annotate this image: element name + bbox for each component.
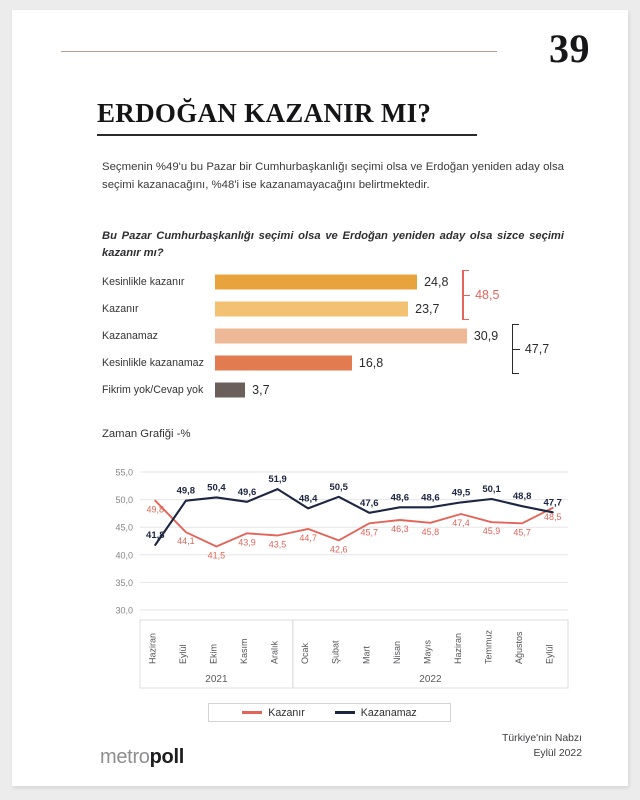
logo-text-metro: metro (100, 746, 150, 768)
bracket-tick (462, 319, 469, 320)
time-series-chart (96, 460, 576, 700)
x-axis-month-label: Nisan (391, 640, 402, 664)
report-page (12, 10, 628, 786)
x-axis-year-label: 2022 (419, 674, 442, 685)
data-point-label: 45,7 (513, 527, 531, 538)
bracket-total-label: 47,7 (524, 342, 550, 356)
x-axis-month-label: Haziran (147, 632, 158, 664)
data-point-label: 50,5 (329, 481, 348, 493)
x-axis-month-label: Şubat (330, 640, 341, 664)
bracket-tick (512, 373, 519, 374)
bracket-total-label: 48,5 (475, 288, 500, 302)
x-axis-month-label: Mayıs (422, 639, 433, 664)
bar-row (102, 322, 572, 349)
bar-category-label: Kesinlikle kazanır (102, 275, 185, 288)
bar-row (102, 295, 572, 322)
bar-fill (215, 274, 417, 289)
data-point-label: 48,6 (390, 492, 410, 504)
data-point-label: 44,7 (299, 532, 317, 543)
data-point-label: 43,9 (238, 537, 256, 548)
credit-line-2: Eylül 2022 (533, 747, 582, 759)
data-point-label: 49,8 (146, 504, 165, 515)
legend-item (335, 707, 417, 719)
title-block (97, 98, 477, 136)
data-point-label: 48,5 (543, 511, 562, 522)
data-point-label: 51,9 (268, 474, 287, 486)
page-number: 39 (549, 26, 590, 71)
y-axis-tick-label: 40,0 (115, 550, 133, 561)
survey-question: Bu Pazar Cumhurbaşkanlığı seçimi olsa ve Erdoğan yeniden aday olsa sizce seçimi kazanır mı? (102, 230, 564, 259)
bar-row (102, 349, 572, 376)
data-point-label: 50,1 (482, 484, 501, 496)
x-axis-year-label: 2021 (205, 674, 228, 685)
data-point-label: 44,1 (177, 536, 195, 547)
y-axis-tick-label: 55,0 (115, 467, 133, 478)
bar-chart (102, 268, 572, 406)
page-header (12, 10, 628, 72)
intro-paragraph: Seçmenin %49'u bu Pazar bir Cumhurbaşkanlığı seçimi olsa ve Erdoğan yeniden aday olsa seçimi kazanacağını, %48'i ise kazanamayacağını belirtmektedir. (102, 161, 564, 191)
bar-fill (215, 301, 408, 316)
data-point-label: 49,8 (176, 485, 196, 497)
metropoll-logo (100, 747, 184, 767)
bar-row (102, 268, 572, 295)
data-point-label: 45,8 (421, 526, 440, 537)
data-point-label: 47,7 (543, 497, 562, 509)
bar-category-label: Fikrim yok/Cevap yok (102, 383, 204, 396)
page-title: ERDOĞAN KAZANIR MI? (97, 98, 432, 128)
data-point-label: 49,5 (451, 487, 471, 499)
x-axis-month-label: Eylül (177, 644, 188, 664)
data-point-label: 42,6 (329, 544, 348, 555)
bracket-stem (512, 349, 520, 350)
bar-value-label: 3,7 (252, 382, 270, 397)
y-axis-tick-label: 50,0 (115, 495, 133, 506)
x-axis-month-label: Aralık (269, 640, 280, 664)
bar-fill (215, 355, 352, 370)
bar-fill (215, 382, 245, 397)
bracket-tick (512, 324, 519, 325)
x-axis-month-label: Temmuz (483, 629, 494, 664)
x-axis-month-label: Ekim (208, 644, 219, 664)
y-axis-tick-label: 45,0 (115, 522, 133, 533)
bar-row (102, 376, 572, 403)
data-point-label: 47,6 (360, 497, 379, 509)
x-axis-month-label: Ağustos (514, 631, 525, 664)
x-axis-month-label: Haziran (453, 632, 463, 664)
bar-category-label: Kazanamaz (102, 329, 158, 342)
data-point-label: 46,3 (391, 524, 409, 535)
title-underline (97, 134, 477, 136)
bar-value-label: 23,7 (415, 301, 440, 316)
x-axis-month-label: Eylül (544, 644, 555, 664)
logo-text-poll: poll (149, 746, 184, 768)
credit-line-1: Türkiye'nin Nabzı (502, 733, 582, 744)
data-point-label: 47,4 (452, 517, 470, 528)
bar-value-label: 24,8 (424, 274, 449, 289)
legend-label: Kazanır (268, 706, 305, 719)
data-point-label: 48,4 (298, 493, 318, 505)
bar-category-label: Kazanır (102, 302, 139, 315)
survey-credit (502, 732, 582, 761)
bracket-tick (462, 270, 469, 271)
data-point-label: 45,7 (360, 527, 379, 538)
data-point-label: 48,8 (512, 491, 532, 503)
header-rule (61, 51, 497, 52)
legend-item (242, 707, 305, 719)
bar-category-label: Kesinlikle kazanamaz (102, 356, 204, 369)
data-point-label: 41,8 (146, 529, 165, 541)
x-axis-month-label: Ocak (300, 642, 311, 664)
x-axis-month-label: Kasım (239, 638, 249, 664)
data-point-label: 41,5 (207, 550, 226, 561)
y-axis-tick-label: 30,0 (115, 605, 133, 616)
data-point-label: 50,4 (207, 482, 226, 494)
legend-color-swatch (242, 711, 262, 713)
x-axis-month-label: Mart (361, 646, 372, 664)
chart-legend (208, 703, 451, 722)
bar-value-label: 30,9 (473, 328, 499, 343)
legend-label: Kazanamaz (360, 706, 417, 719)
time-chart-heading: Zaman Grafiği -% (102, 428, 191, 440)
data-point-label: 49,6 (237, 486, 257, 498)
bar-value-label: 16,8 (358, 355, 384, 370)
bracket-stem (462, 295, 470, 296)
data-point-label: 43,5 (268, 539, 287, 550)
data-point-label: 48,6 (421, 492, 440, 504)
legend-color-swatch (335, 711, 355, 713)
y-axis-tick-label: 35,0 (115, 577, 133, 588)
bar-fill (215, 328, 467, 343)
data-point-label: 45,9 (482, 526, 501, 537)
